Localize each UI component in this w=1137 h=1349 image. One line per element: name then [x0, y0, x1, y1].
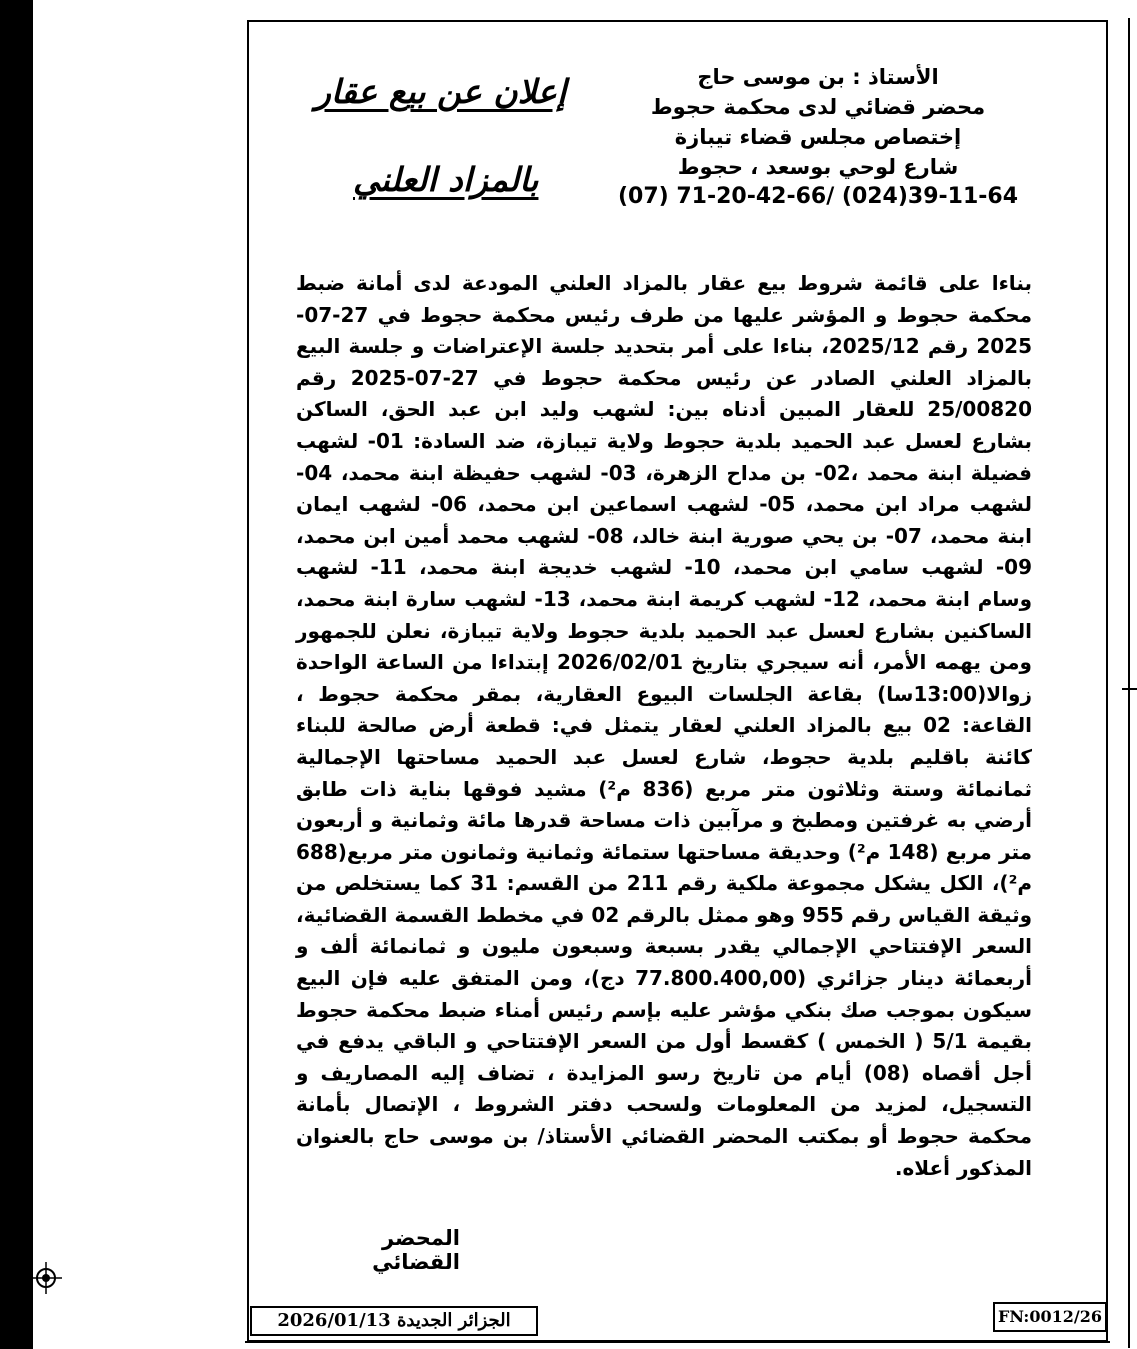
- bailiff-jurisdiction: إختصاص مجلس قضاء تيبازة: [674, 125, 962, 149]
- bottom-rule: [245, 1341, 1110, 1343]
- file-number-box: FN:0012/26: [993, 1302, 1107, 1332]
- left-margin-bar: [0, 0, 33, 1349]
- bailiff-name: الأستاذ : بن موسى حاج: [697, 65, 939, 89]
- notice-title-line1: إعلان عن بيع عقار: [315, 72, 567, 111]
- notice-body: بناءا على قائمة شروط بيع عقار بالمزاد العلني المودعة لدى أمانة ضبط محكمة حجوط و المؤشر عليها من طرف رئيس محكمة حجوط في 27-07-2025 رقم 2025/12، بناءا على أمر بتحديد جلسة الإعتراضات و جلسة البيع بالمزاد العلني الصادر عن رئيس محكمة حجوط في 27-07-2025 رقم 25/00820 للعقار المبين أدناه بين: لشهب وليد ابن عبد الحق، الساكن بشارع لعسل عبد الحميد بلدية حجوط ولاية تيبازة، ضد السادة: 01- لشهب فضيلة ابنة محمد ،02- بن مداح الزهرة، 03- لشهب حفيظة ابنة محمد، 04- لشهب مراد ابن محمد، 05- لشهب اسماعين ابن محمد، 06- لشهب ايمان ابنة محمد، 07- بن يحي صورية ابنة خالد، 08- لشهب محمد أمين ابن محمد، 09- لشهب سامي ابن محمد، 10- لشهب خديجة ابنة محمد، 11- لشهب وسام ابنة محمد، 12- لشهب كريمة ابنة محمد، 13- لشهب سارة ابنة محمد، الساكنين بشارع لعسل عبد الحميد بلدية حجوط ولاية تيبازة، نعلن للجمهور ومن يهمه الأمر، أنه سيجري بتاريخ 2026/02/01 إبتداءا من الساعة الواحدة زوالا(13:00سا) بقاعة الجلسات البيوع العقارية، بمقر محكمة حجوط ، القاعة: 02 بيع بالمزاد العلني لعقار يتمثل في: قطعة أرض صالحة للبناء كائنة باقليم بلدية حجوط، شارع لعسل عبد الحميد مساحتها الإجمالية ثمانمائة وستة وثلاثون متر مربع (836 م²) مشيد فوقها بناية ذات طابق أرضي به غرفتين ومطبخ و مرآبين ذات مساحة قدرها مائة وثمانية و أربعون متر مربع (148 م²) وحديقة مساحتها ستمائة وثمانية وثمانون متر مربع(688 م²)، الكل يشكل مجموعة ملكية رقم 211 من القسم: 31 كما يستخلص من وثيقة القياس رقم 955 وهو ممثل بالرقم 02 في مخطط القسمة القضائية، السعر الإفتتاحي الإجمالي يقدر بسبعة وسبعون مليون و ثمانمائة ألف و أربعمائة دينار جزائري (77.800.400,00 دج)، ومن المتفق عليه فإن البيع سيكون بموجب صك بنكي مؤشر عليه بإسم رئيس أمناء ضبط محكمة حجوط بقيمة 5/1 ( الخمس ) كقسط أول من السعر الإفتتاحي و الباقي يدفع في أجل أقصاه (08) أيام من تاريخ رسو المزايدة ، تضاف إليه المصاريف و التسجيل، لمزيد من المعلومات ولسحب دفتر الشروط ، الإتصال بأمانة محكمة حجوط أو بمكتب المحضر القضائي الأستاذ/ بن موسى حاج بالعنوان المذكور أعلاه.: [296, 271, 1033, 1180]
- signature: المحضر القضائي: [372, 1226, 460, 1274]
- bailiff-court: محضر قضائي لدى محكمة حجوط: [650, 95, 986, 119]
- bailiff-header: [603, 62, 1033, 212]
- right-edge-rule: [1128, 18, 1130, 1348]
- bailiff-address: شارع لوحي بوسعد ، حجوط: [677, 155, 959, 179]
- registration-mark-icon: [30, 1262, 62, 1294]
- notice-title-line2: بالمزاد العلني: [353, 160, 539, 199]
- right-tick-rule: [1122, 688, 1137, 690]
- bailiff-phones: (07) 71-20-42-66/ (024)39-11-64: [617, 184, 1019, 209]
- publication-date-box: الجزائر الجديدة 2026/01/13: [250, 1306, 538, 1336]
